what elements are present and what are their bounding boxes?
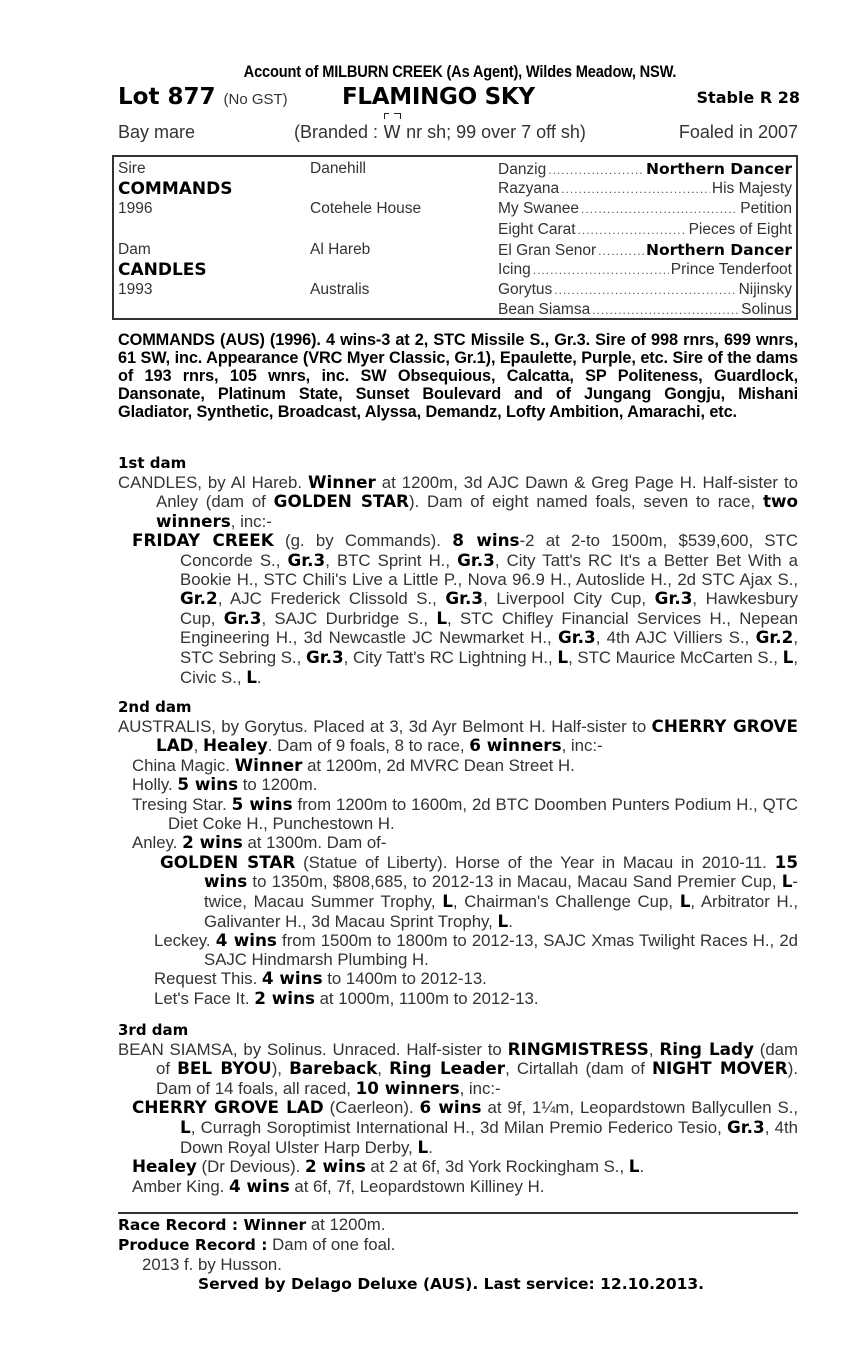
bold-text: 6 wins (419, 1097, 482, 1118)
leader-dots (561, 179, 710, 199)
bold-text: Bareback (289, 1058, 378, 1079)
great-grandparent-row (498, 260, 792, 280)
text: from 1500m to 1800m to 2012-13, SAJC Xmas Twilight Races H., 2d SAJC Hindmarsh Plumbing H. (204, 931, 798, 969)
text: ). Dam of 14 foals, all raced, (156, 1059, 798, 1098)
bold-text: Winner (234, 754, 303, 775)
text: . (256, 667, 262, 687)
text: at 9f, 1¼m, Leopardstown Ballycullen S., (481, 1098, 798, 1118)
text: , Chairman's Challenge Cup, (452, 891, 680, 911)
text: AUSTRALIS, by Gorytus. Placed at 3, 3d Ayr Belmont H. Half-sister to (118, 716, 652, 736)
brand-suffix: nr sh; 99 over 7 off sh) (401, 122, 586, 142)
text: at 1000m, 1100m to 2012-13. (314, 988, 539, 1008)
ggp-name: Bean Siamsa (498, 301, 591, 319)
great-grandparent-row (498, 240, 792, 260)
text: , (648, 1039, 660, 1059)
bold-text: two winners (156, 491, 798, 531)
produce-record-label: Produce Record : (118, 1236, 268, 1254)
ggp-name: El Gran Senor (498, 241, 597, 259)
great-grandparent-row (498, 179, 792, 199)
service-note: Served by Delago Deluxe (AUS). Last service: 12.10.2013. (198, 1275, 705, 1293)
grade-text: Gr.2 (755, 627, 794, 648)
text: at 6f, 7f, Leopardstown Killiney H. (289, 1176, 545, 1196)
spacer (310, 260, 490, 280)
text: at 1200m, 3d AJC Dawn & Greg Page H. Half-sister to Anley (dam of (156, 472, 799, 512)
text: , STC Chifley Financial Services H., Nepean Engineering H., 3d Newcastle JC Newmarket H., (180, 608, 798, 648)
leader-dots (533, 260, 669, 280)
lot-label: Lot 877 (118, 84, 216, 110)
text: , inc:- (561, 736, 603, 756)
text: to 1200m. (238, 775, 318, 795)
bold-text: 4 wins (261, 968, 323, 989)
grade-text: Gr.3 (457, 549, 495, 570)
produce-record (118, 1235, 798, 1255)
progeny-china-magic (118, 756, 798, 776)
bold-text: 5 wins (231, 793, 293, 814)
first-dam-paragraph (118, 473, 798, 532)
text: Let's Face It. (154, 988, 255, 1008)
brand-crown-w-icon (383, 122, 401, 143)
third-dam-section (118, 1021, 798, 1196)
dam-year: 1993 (118, 281, 153, 299)
text: at 1300m. Dam of- (242, 833, 387, 853)
ggp-name: My Swanee (498, 200, 579, 218)
bold-text: Ring Leader (389, 1058, 506, 1079)
text: , Arbitrator H., Galivanter H., 3d Macau Sprint Trophy, (204, 891, 798, 931)
vendor-account: Account of MILBURN CREEK (As Agent), Wildes Meadow, NSW. (243, 62, 677, 81)
text: Leckey. (154, 931, 216, 951)
ggp-name: Eight Carat (498, 220, 576, 238)
text: , inc:- (459, 1078, 501, 1098)
grade-text: Gr.3 (654, 588, 693, 609)
bold-text: 10 winners (355, 1077, 460, 1098)
progeny-healey (118, 1157, 798, 1177)
bold-text: GOLDEN STAR (160, 851, 296, 872)
ggp-sire: Solinus (741, 301, 792, 319)
text: , AJC Frederick Clissold S., (217, 589, 446, 609)
ggp-sire: Pieces of Eight (688, 220, 792, 238)
leader-dots (554, 280, 736, 300)
bold-text: GOLDEN STAR (273, 491, 409, 512)
text: . (428, 1137, 433, 1157)
section-divider (118, 1212, 798, 1214)
bold-text: RINGMISTRESS (507, 1038, 649, 1059)
text: CANDLES, by Al Hareb. (118, 472, 308, 492)
text: Request This. (154, 969, 262, 989)
sex-colour: Bay mare (118, 122, 196, 142)
great-grandparent-row (498, 280, 792, 300)
leader-dots (598, 241, 644, 261)
race-record (118, 1215, 798, 1235)
ggp-name: Razyana (498, 180, 560, 198)
leader-dots (548, 160, 644, 180)
grade-text: Gr.3 (727, 1116, 765, 1137)
progeny-anley (118, 833, 798, 853)
grade-text: Gr.3 (557, 627, 596, 648)
text: , Cirtallah (dam of (505, 1059, 652, 1079)
grade-text: Gr.3 (223, 607, 262, 628)
first-dam-title: 1st dam (118, 454, 187, 472)
ggp-sire: Northern Dancer (645, 240, 792, 259)
bold-text: CHERRY GROVE LAD (156, 715, 798, 756)
grandparent: Al Hareb (310, 240, 371, 258)
text: , Hawkesbury Cup, (180, 589, 798, 628)
text: (Dr Devious). (196, 1157, 305, 1177)
text: -2 at 2-to 1500m, $539,600, STC Concorde S., (180, 531, 798, 570)
bold-text: 15 wins (204, 851, 798, 892)
sire-year: 1996 (118, 200, 153, 218)
foaled-year: Foaled in 2007 (678, 122, 798, 142)
race-record-label: Race Record : Winner (118, 1216, 307, 1234)
ggp-sire: Nijinsky (738, 281, 792, 299)
listed-text: L (417, 1136, 429, 1157)
bold-text: 4 wins (215, 930, 277, 951)
text: , STC Maurice McCarten S., (568, 647, 783, 667)
dam-label: Dam (118, 240, 151, 258)
grandparent: Australis (310, 281, 370, 299)
bold-text: Ring Lady (659, 1038, 754, 1059)
produce-record-value: Dam of one foal. (267, 1235, 396, 1254)
text: , SAJC Durbridge S., (261, 608, 437, 628)
grandparent: Danehill (310, 160, 367, 177)
bold-text: Healey (202, 735, 268, 756)
bold-text: CHERRY GROVE LAD (132, 1097, 324, 1118)
listed-text: L (557, 646, 569, 667)
text: (g. by Commands). (273, 531, 453, 551)
pedigree-grandparents-column (310, 159, 490, 300)
progeny-lets-face-it (118, 989, 798, 1009)
text: BEAN SIAMSA, by Solinus. Unraced. Half-sister to (118, 1039, 508, 1059)
text: , 4th AJC Villiers S., (595, 628, 756, 648)
pedigree-table (112, 155, 798, 320)
grade-text: Gr.3 (287, 549, 326, 570)
text: . (508, 911, 513, 931)
race-record-value: at 1200m. (306, 1215, 386, 1234)
bold-text: 2 wins (254, 987, 315, 1008)
great-grandparent-row (498, 159, 792, 179)
ggp-sire: His Majesty (711, 180, 792, 198)
spacer (310, 179, 490, 199)
great-grandparent-row (498, 199, 792, 219)
bold-text: 6 winners (469, 735, 562, 756)
text: , inc:- (230, 511, 272, 531)
text: Amber King. (132, 1176, 230, 1196)
grade-text: Gr.3 (305, 646, 344, 667)
progeny-cherry-grove-lad (118, 1098, 798, 1157)
listed-text: L (180, 1116, 191, 1137)
foal-line: 2013 f. by Husson. (142, 1255, 282, 1274)
text: to 1400m to 2012-13. (322, 969, 487, 989)
spacer (118, 220, 298, 240)
text: ). Dam of eight named foals, seven to race, (408, 492, 763, 512)
grandparent: Cotehele House (310, 200, 422, 218)
progeny-amber-king (118, 1177, 798, 1197)
crown-icon (384, 113, 401, 119)
bold-text: 2 wins (182, 832, 243, 853)
ggp-sire: Petition (740, 200, 792, 218)
bold-text: FRIDAY CREEK (132, 530, 274, 551)
text: , (377, 1059, 390, 1079)
second-dam-paragraph (118, 717, 798, 756)
text: to 1350m, $808,685, to 2012-13 in Macau, Macau Sand Premier Cup, (247, 872, 782, 892)
listed-text: L (246, 666, 257, 687)
progeny-golden-star (118, 853, 798, 931)
first-dam-section (118, 454, 798, 687)
lot-header-row (118, 84, 798, 114)
ggp-name: Gorytus (498, 281, 553, 299)
text: -twice, Macau Summer Trophy, (204, 872, 798, 911)
grade-text: Gr.2 (180, 588, 218, 609)
text: at 1200m, 2d MVRC Dean Street H. (302, 755, 575, 775)
leader-dots (592, 300, 739, 320)
spacer (310, 220, 490, 240)
lot-number (118, 84, 288, 110)
text: , Curragh Soroptimist International H., 3d Milan Premio Federico Tesio, (190, 1117, 728, 1137)
text: ), (271, 1059, 290, 1079)
bold-text: Healey (132, 1156, 197, 1177)
listed-text: L (436, 607, 448, 628)
listed-text: L (782, 646, 794, 667)
grade-text: Gr.3 (445, 588, 484, 609)
gst-note: (No GST) (223, 91, 288, 108)
great-grandparent-row (498, 300, 792, 320)
listed-text: L (781, 871, 793, 892)
text: Tresing Star. (132, 794, 232, 814)
records-section (118, 1215, 798, 1294)
second-dam-title: 2nd dam (118, 698, 192, 716)
text: . (639, 1157, 645, 1177)
text: , BTC Sprint H., (325, 550, 458, 570)
text: from 1200m to 1600m, 2d BTC Doomben Punters Podium H., QTC Diet Coke H., Punchestown H. (168, 794, 798, 833)
text: (Caerleon). (323, 1098, 420, 1118)
bold-text: BEL BYOU (177, 1058, 272, 1079)
bold-text: 4 wins (229, 1175, 290, 1196)
brand-info (294, 122, 586, 143)
pedigree-great-grandparents-column (498, 159, 792, 321)
text: . Dam of 9 foals, 8 to race, (267, 736, 470, 756)
leader-dots (578, 220, 687, 240)
great-grandparent-row (498, 220, 792, 240)
third-dam-title: 3rd dam (118, 1021, 189, 1039)
brand-symbol: W (383, 122, 401, 143)
text: , (193, 736, 203, 756)
listed-text: L (679, 890, 691, 911)
leader-dots (581, 199, 738, 219)
bold-text: 5 wins (177, 774, 239, 795)
progeny-friday-creek (118, 531, 798, 687)
sire-name: COMMANDS (118, 179, 233, 200)
sire-label: Sire (118, 160, 146, 177)
text: (Statue of Liberty). Horse of the Year in Macau in 2010-11. (295, 852, 775, 872)
progeny-request-this (118, 969, 798, 989)
text: (dam of (156, 1039, 798, 1079)
text: , STC Sebring S., (180, 628, 798, 667)
second-dam-section (118, 698, 798, 1009)
listed-text: L (497, 910, 509, 931)
brand-prefix: (Branded : (294, 122, 384, 142)
dam-name: CANDLES (118, 259, 207, 280)
horse-name: FLAMINGO SKY (342, 84, 535, 110)
third-dam-paragraph (118, 1040, 798, 1099)
bold-text: NIGHT MOVER (651, 1058, 788, 1079)
text: , City Tatt's RC It's a Better Bet With a Bookie H., STC Chili's Live a Little P., Nova 96.9 H., Autoslide H., 2d STC Ajax S., (180, 550, 798, 589)
text: , Civic S., (180, 647, 798, 687)
ggp-sire: Northern Dancer (645, 160, 792, 178)
ggp-name: Danzig (498, 161, 547, 178)
text: , 4th Down Royal Ulster Harp Derby, (180, 1117, 798, 1157)
pedigree-parents-column (118, 159, 298, 300)
text: Holly. (132, 775, 178, 795)
ggp-sire: Prince Tenderfoot (670, 260, 792, 278)
bold-text: Winner (307, 471, 376, 492)
ggp-name: Icing (498, 260, 531, 278)
text: , City Tatt's RC Lightning H., (343, 647, 558, 667)
text: at 2 at 6f, 3d York Rockingham S., (365, 1157, 629, 1177)
horse-description-row (118, 116, 798, 144)
text: Anley. (132, 833, 183, 853)
listed-text: L (442, 890, 453, 911)
text: , Liverpool City Cup, (483, 589, 655, 609)
bold-text: 2 wins (305, 1156, 366, 1177)
listed-text: L (628, 1156, 640, 1177)
progeny-holly (118, 775, 798, 795)
progeny-leckey (118, 931, 798, 969)
catalogue-page (118, 62, 800, 1293)
sire-summary: COMMANDS (AUS) (1996). 4 wins-3 at 2, STC Missile S., Gr.3. Sire of 998 rnrs, 699 wnrs, 61 SW, inc. Appearance (VRC Myer Classic, Gr.1), Epaulette, Purple, etc. Sire of the dams of 193 rnrs, 105 wnrs, inc. SW Obsequious, Calcatta, SP Politeness, Guardlock, Dansonate, Platinum State, Sunset Boulevard and of Jungang Gongju, Mishani Gladiator, Synthetic, Broadcast, Alyssa, Demandz, Lofty Ambition, Amarachi, etc. (118, 331, 798, 421)
progeny-tresing-star (118, 795, 798, 833)
bold-text: 8 wins (452, 530, 520, 551)
stable-location: Stable R 28 (696, 88, 800, 107)
text: China Magic. (132, 755, 235, 775)
